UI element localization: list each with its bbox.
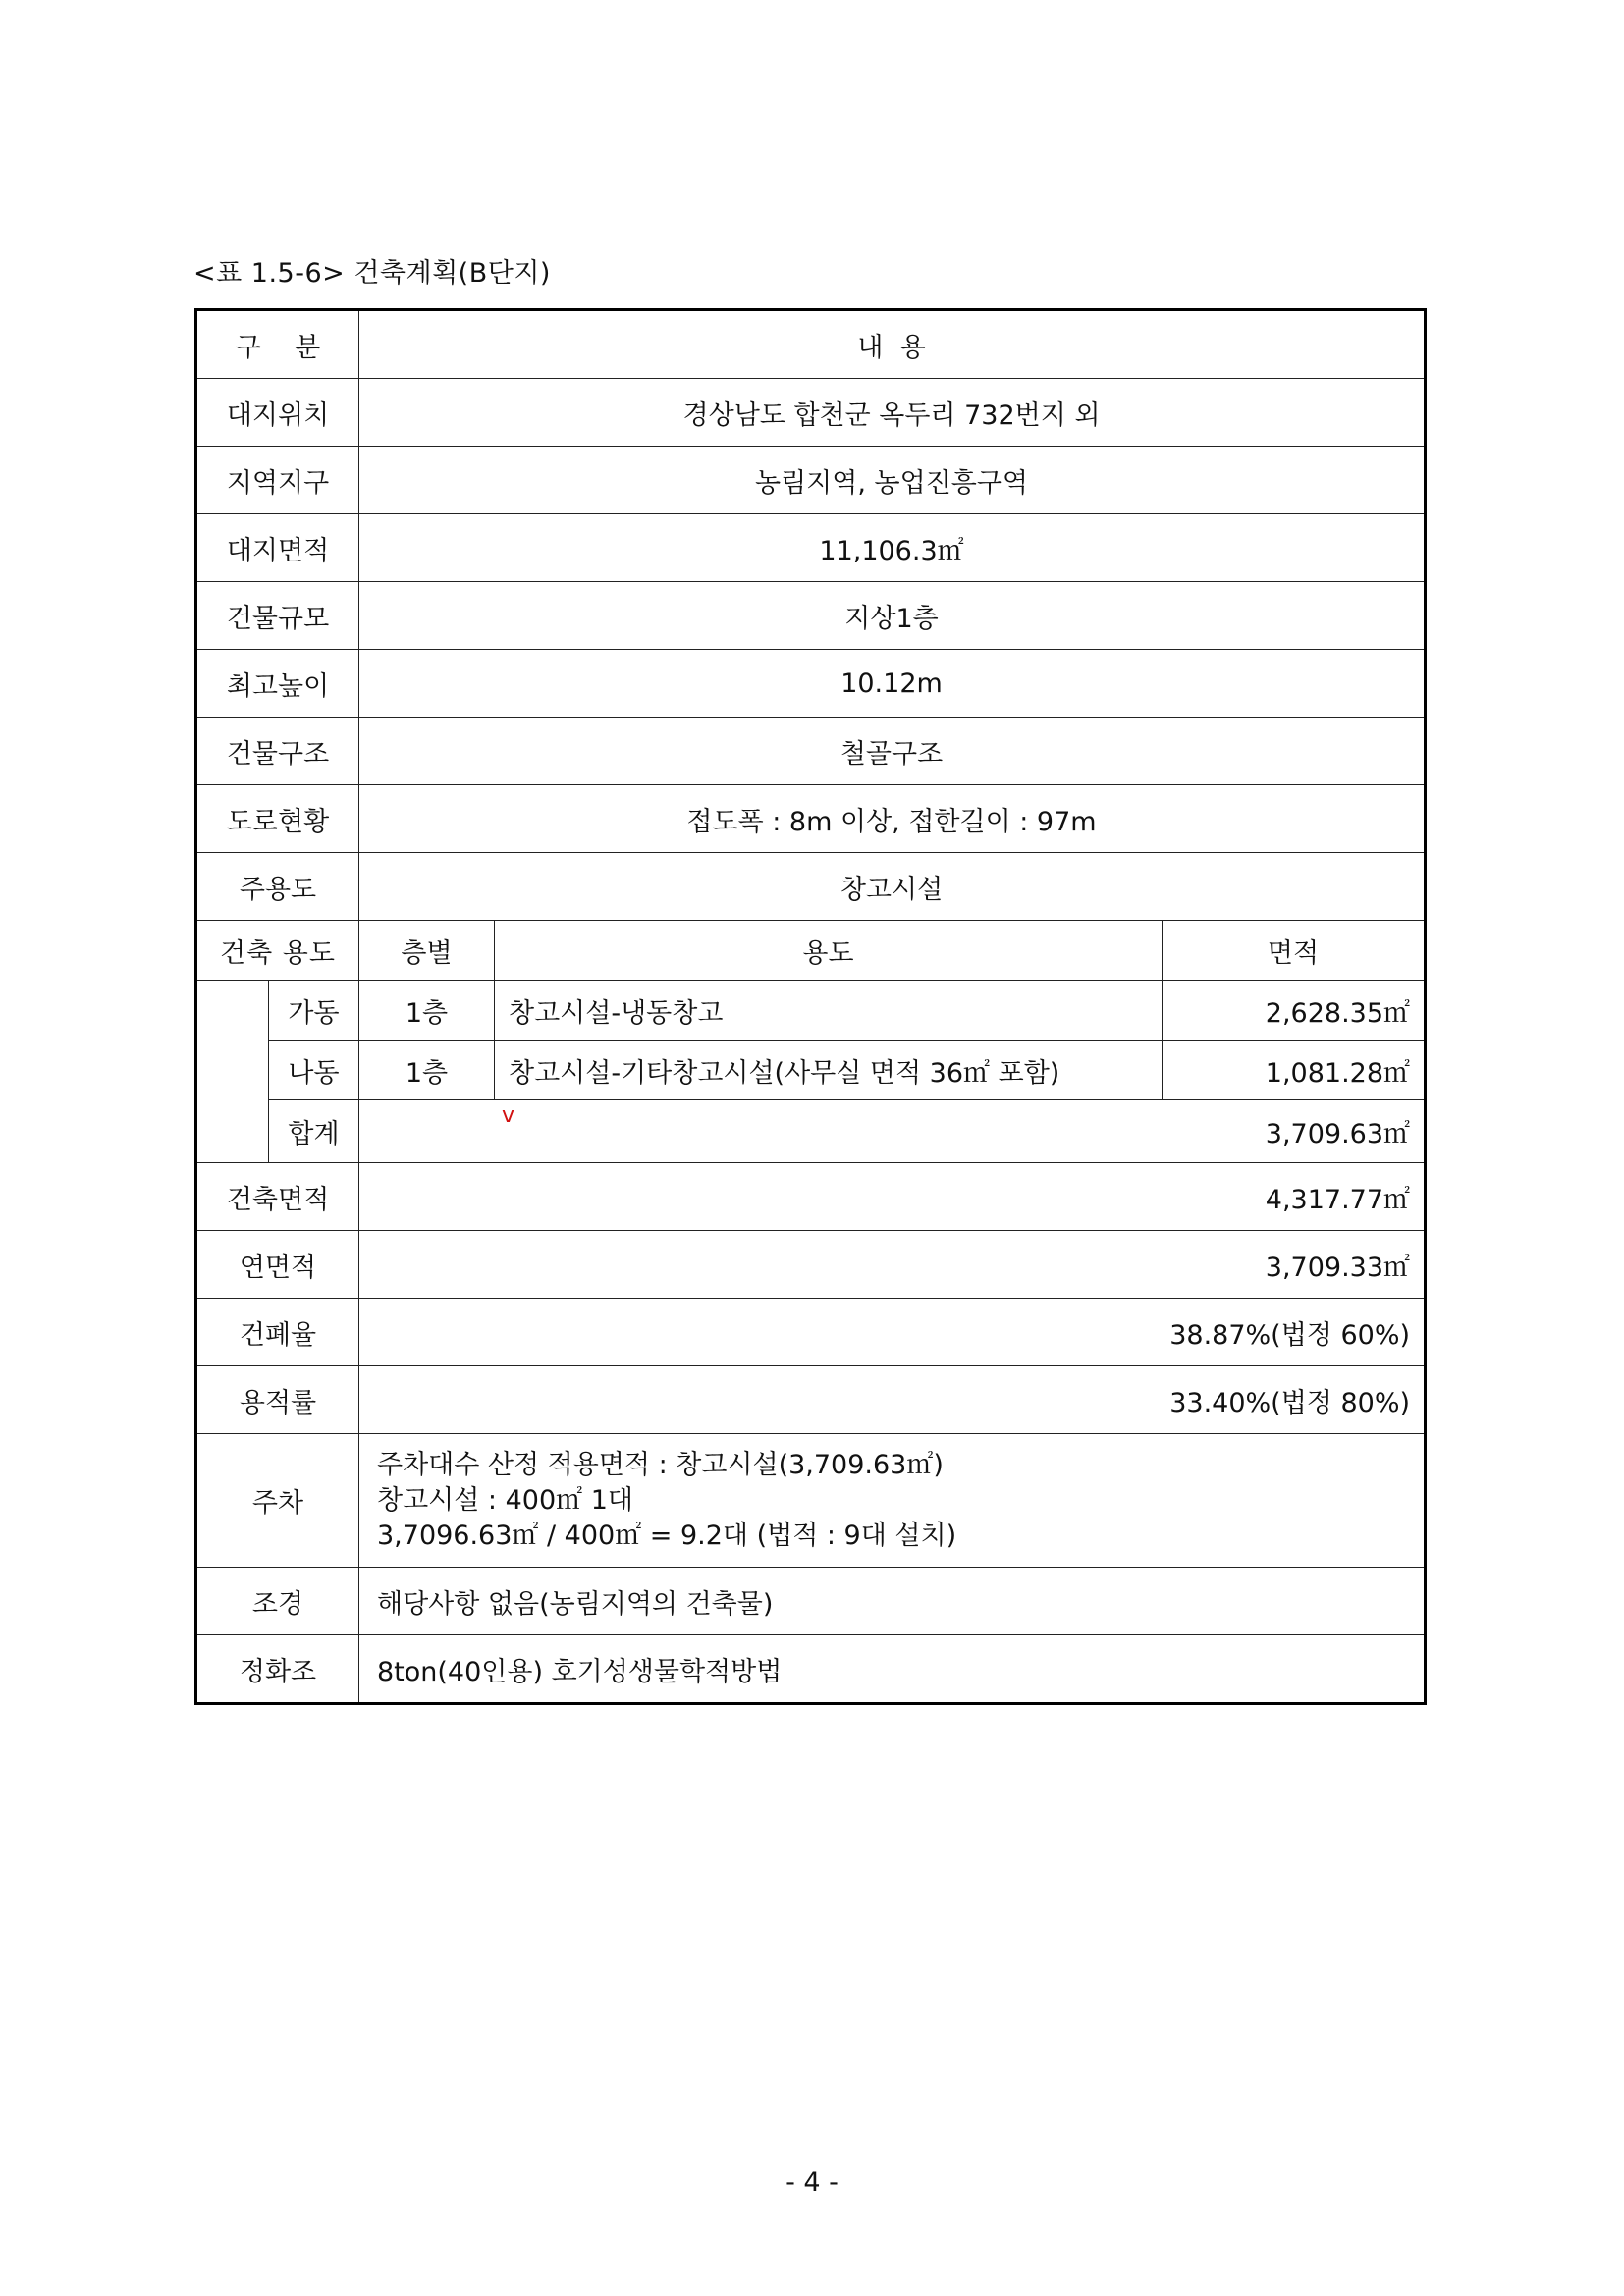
use-total-row <box>196 1100 1426 1163</box>
table-row <box>196 582 1426 650</box>
use-area: 2,628.35㎡ <box>1163 981 1426 1041</box>
use-header-row <box>196 921 1426 981</box>
parking-details <box>359 1434 1426 1568</box>
table-row <box>196 1366 1426 1434</box>
row-label: 대지면적 <box>196 514 359 582</box>
use-header-use: 용도 <box>495 921 1163 981</box>
row-value: 33.40%(법정 80%) <box>359 1366 1426 1434</box>
table-row <box>196 447 1426 514</box>
row-value: 창고시설 <box>359 853 1426 921</box>
page-number: - 4 - <box>785 2167 839 2198</box>
row-label: 용적률 <box>196 1366 359 1434</box>
parking-label: 주차 <box>196 1434 359 1568</box>
use-description: 창고시설-기타창고시설(사무실 면적 36㎡ 포함) <box>495 1041 1163 1100</box>
use-header-area: 면적 <box>1163 921 1426 981</box>
row-value: 10.12m <box>359 650 1426 718</box>
row-label: 건물규모 <box>196 582 359 650</box>
use-total-label: 합계 <box>269 1100 359 1163</box>
row-value: 접도폭 : 8m 이상, 접한길이 : 97m <box>359 785 1426 853</box>
row-label: 대지위치 <box>196 379 359 447</box>
row-value: 경상남도 합천군 옥두리 732번지 외 <box>359 379 1426 447</box>
row-label: 주용도 <box>196 853 359 921</box>
use-floor: 1층 <box>359 981 495 1041</box>
table-row <box>196 379 1426 447</box>
table-caption: <표 1.5-6> 건축계획(B단지) <box>193 258 551 289</box>
table-row <box>196 853 1426 921</box>
table-row <box>196 1635 1426 1704</box>
use-description: 창고시설-냉동창고 <box>495 981 1163 1041</box>
row-value: 철골구조 <box>359 718 1426 785</box>
parking-line: 3,7096.63㎡ / 400㎡ = 9.2대 (법적 : 9대 설치) <box>377 1520 957 1551</box>
use-building-name: 나동 <box>269 1041 359 1100</box>
table-row <box>196 1163 1426 1231</box>
row-label: 최고높이 <box>196 650 359 718</box>
row-label: 건폐율 <box>196 1299 359 1366</box>
table-row <box>196 650 1426 718</box>
parking-line: 창고시설 : 400㎡ 1대 <box>377 1484 633 1516</box>
table-row <box>196 1568 1426 1635</box>
row-value: 4,317.77㎡ <box>359 1163 1426 1231</box>
table-header-row <box>196 310 1426 379</box>
row-label: 연면적 <box>196 1231 359 1299</box>
use-header-floor: 층별 <box>359 921 495 981</box>
row-value: 해당사항 없음(농림지역의 건축물) <box>359 1568 1426 1635</box>
row-label: 도로현황 <box>196 785 359 853</box>
table-row <box>196 1299 1426 1366</box>
row-value: 농림지역, 농업진흥구역 <box>359 447 1426 514</box>
table-row <box>196 718 1426 785</box>
row-value: 지상1층 <box>359 582 1426 650</box>
row-label: 건물구조 <box>196 718 359 785</box>
table-row <box>196 785 1426 853</box>
use-indent-cell <box>196 981 269 1163</box>
use-floor: 1층 <box>359 1041 495 1100</box>
row-value: 11,106.3㎡ <box>359 514 1426 582</box>
header-category: 구 분 <box>196 310 359 379</box>
row-value: 8ton(40인용) 호기성생물학적방법 <box>359 1635 1426 1704</box>
row-label: 지역지구 <box>196 447 359 514</box>
row-label: 정화조 <box>196 1635 359 1704</box>
table-row <box>196 1231 1426 1299</box>
row-label: 조경 <box>196 1568 359 1635</box>
row-label: 건축면적 <box>196 1163 359 1231</box>
parking-row <box>196 1434 1426 1568</box>
parking-line: 주차대수 산정 적용면적 : 창고시설(3,709.63㎡) <box>377 1449 944 1480</box>
use-section-label: 건축 용도 <box>196 921 359 981</box>
use-area: 1,081.28㎡ <box>1163 1041 1426 1100</box>
use-total-area: 3,709.63㎡ <box>359 1100 1426 1163</box>
row-value: 38.87%(법정 60%) <box>359 1299 1426 1366</box>
use-row <box>196 1041 1426 1100</box>
use-building-name: 가동 <box>269 981 359 1041</box>
row-value: 3,709.33㎡ <box>359 1231 1426 1299</box>
header-content: 내 용 <box>359 310 1426 379</box>
use-row <box>196 981 1426 1041</box>
table-row <box>196 514 1426 582</box>
edit-mark-icon: v <box>502 1103 515 1128</box>
building-plan-table <box>194 308 1427 1705</box>
